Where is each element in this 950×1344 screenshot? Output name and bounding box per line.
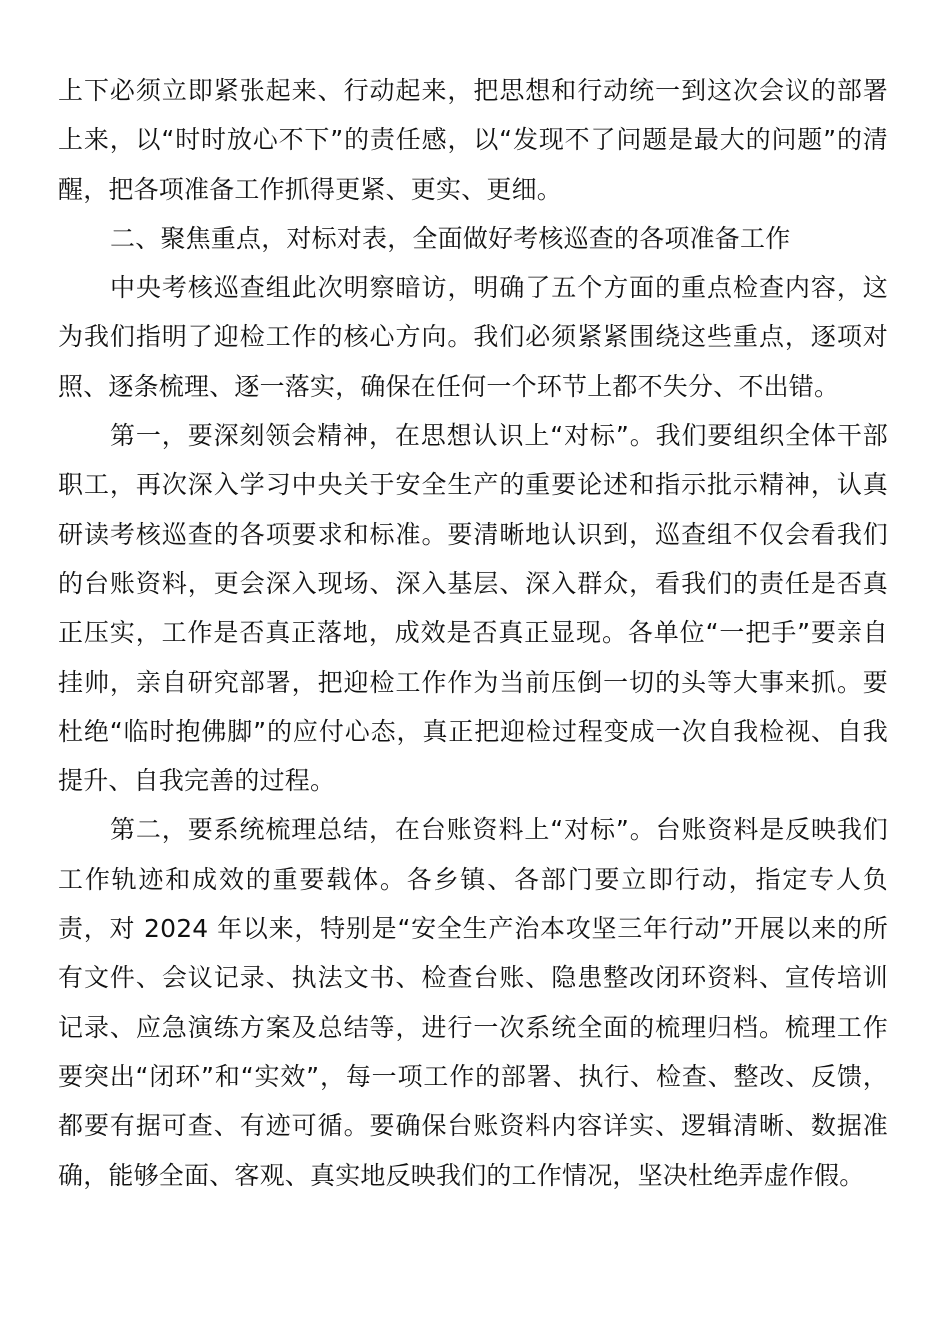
section-heading: 二、聚焦重点，对标对表，全面做好考核巡查的各项准备工作 bbox=[110, 223, 791, 253]
paragraph-intro: 中央考核巡查组此次明察暗访，明确了五个方面的重点检查内容，这为我们指明了迎检工作的核心方向。我们必须紧紧围绕这些重点，逐项对照、逐条梳理、逐一落实，确保在任何一个环节上都不失分、不出错。 bbox=[58, 273, 888, 401]
paragraph-first-point: 第一，要深刻领会精神，在思想认识上“对标”。我们要组织全体干部职工，再次深入学习中央关于安全生产的重要论述和指示批示精神，认真研读考核巡查的各项要求和标准。要清晰地认识到，巡查组不仅会看我们的台账资料，更会深入现场、深入基层、深入群众，看我们的责任是否真正压实，工作是否真正落地，成效是否真正显现。各单位“一把手”要亲自挂帅，亲自研究部署，把迎检工作作为当前压倒一切的头等大事来抓。要杜绝“临时抱佛脚”的应付心态，真正把迎检过程变成一次自我检视、自我提升、自我完善的过程。 bbox=[58, 421, 888, 796]
paragraph-second-point: 第二，要系统梳理总结，在台账资料上“对标”。台账资料是反映我们工作轨迹和成效的重要载体。各乡镇、各部门要立即行动，指定专人负责，对 2024 年以来，特别是“安全生产治本攻坚三年行动”开展以来的所有文件、会议记录、执法文书、检查台账、隐患整改闭环资料、宣传培训记录、应急演练方案及总结等，进行一次系统全面的梳理归档。梳理工作要突出“闭环”和“实效”，每一项工作的部署、执行、检查、整改、反馈，都要有据可查、有迹可循。要确保台账资料内容详实、逻辑清晰、数据准确，能够全面、客观、真实地反映我们的工作情况，坚决杜绝弄虚作假。 bbox=[58, 815, 888, 1190]
paragraph-continuation: 上下必须立即紧张起来、行动起来，把思想和行动统一到这次会议的部署上来，以“时时放心不下”的责任感，以“发现不了问题是最大的问题”的清醒，把各项准备工作抓得更紧、更实、更细。 bbox=[58, 76, 888, 204]
document-body bbox=[58, 66, 888, 1200]
